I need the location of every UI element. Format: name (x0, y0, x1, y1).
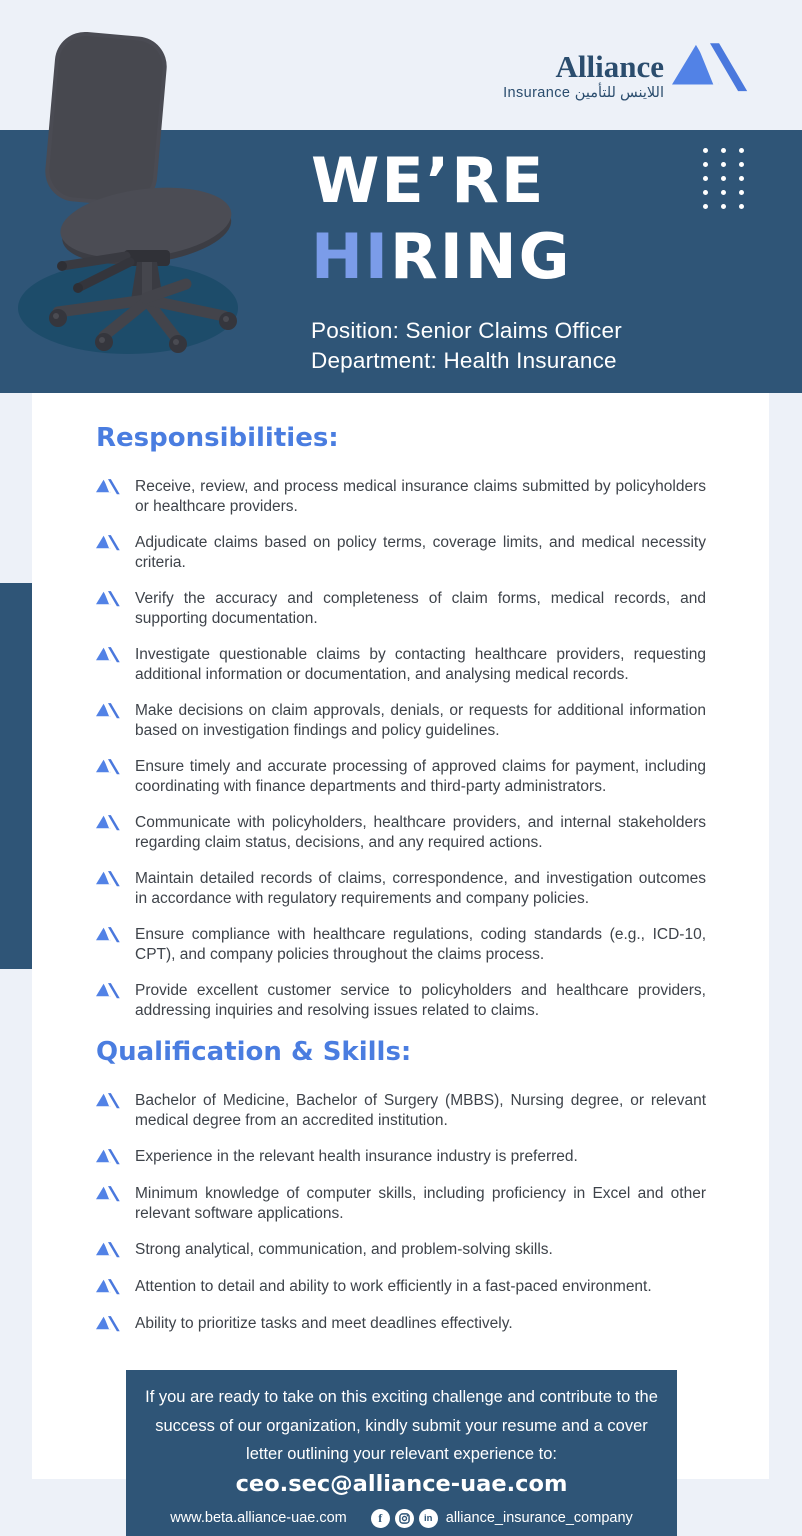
alliance-bullet-icon (96, 1241, 122, 1261)
list-item-text: Ensure compliance with healthcare regulations, coding standards (e.g., ICD-10, CPT), and company policies throughout the claims process. (135, 926, 706, 963)
footer-line: success of our organization, kindly submit your resume and a cover (155, 1416, 648, 1435)
footer-line: If you are ready to take on this exciting challenge and contribute to the (145, 1388, 658, 1406)
list-item-text: Strong analytical, communication, and problem-solving skills. (135, 1241, 553, 1258)
alliance-logo-icon (672, 40, 748, 96)
brand-logo (503, 40, 748, 101)
email-address[interactable]: ceo.sec@alliance-uae.com (235, 1470, 568, 1497)
facebook-icon[interactable]: f (371, 1509, 390, 1528)
alliance-bullet-icon (96, 758, 122, 778)
alliance-bullet-icon (96, 1315, 122, 1335)
hiring-ring: RING (389, 220, 572, 293)
alliance-bullet-icon (96, 982, 122, 1002)
list-item (96, 1091, 706, 1131)
skills-list (96, 1091, 706, 1335)
list-item-text: Investigate questionable claims by contacting healthcare providers, requesting additional information or documentation, and analysing medical records. (135, 646, 706, 683)
list-item (96, 533, 706, 573)
were-text: WE’RE (311, 144, 546, 217)
alliance-bullet-icon (96, 1278, 122, 1298)
list-item-text: Bachelor of Medicine, Bachelor of Surgery (MBBS), Nursing degree, or relevant medical degree from an accredited institution. (135, 1092, 706, 1129)
list-item (96, 869, 706, 909)
list-item (96, 1184, 706, 1224)
list-item-text: Provide excellent customer service to policyholders and healthcare providers, addressing inquiries and resolving issues related to claims. (135, 982, 706, 1019)
office-chair-illustration (6, 24, 256, 358)
alliance-bullet-icon (96, 702, 122, 722)
list-item-text: Adjudicate claims based on policy terms, coverage limits, and medical necessity criteria. (135, 534, 706, 571)
list-item-text: Communicate with policyholders, healthcare providers, and internal stakeholders regarding claim status, decisions, and any required actions. (135, 814, 706, 851)
list-item-text: Minimum knowledge of computer skills, including proficiency in Excel and other relevant software applications. (135, 1185, 706, 1222)
list-item-text: Experience in the relevant health insurance industry is preferred. (135, 1148, 578, 1165)
position-text: Position: Senior Claims Officer (311, 318, 622, 343)
responsibilities-list (96, 477, 706, 1021)
list-item-text: Attention to detail and ability to work efficiently in a fast-paced environment. (135, 1278, 652, 1295)
list-item-text: Maintain detailed records of claims, correspondence, and investigation outcomes in accordance with regulatory requirements and company policies. (135, 870, 706, 907)
alliance-bullet-icon (96, 1185, 122, 1205)
alliance-bullet-icon (96, 478, 122, 498)
alliance-bullet-icon (96, 814, 122, 834)
alliance-bullet-icon (96, 1148, 122, 1168)
alliance-bullet-icon (96, 646, 122, 666)
list-item (96, 477, 706, 517)
website-url[interactable]: www.beta.alliance-uae.com (170, 1510, 347, 1526)
list-item (96, 589, 706, 629)
dots-pattern (703, 148, 744, 209)
skills-heading: Qualification & Skills: (96, 1037, 412, 1067)
list-item (96, 757, 706, 797)
list-item (96, 1314, 706, 1335)
list-item (96, 645, 706, 685)
list-item (96, 1240, 706, 1261)
social-icons (371, 1509, 438, 1528)
footer-line: letter outlining your relevant experience to: (246, 1445, 557, 1463)
alliance-bullet-icon (96, 590, 122, 610)
alliance-bullet-icon (96, 534, 122, 554)
instagram-icon[interactable] (395, 1509, 414, 1528)
responsibilities-heading: Responsibilities: (96, 423, 339, 453)
left-accent-stripe (0, 583, 33, 969)
list-item (96, 1147, 706, 1168)
alliance-bullet-icon (96, 1092, 122, 1112)
list-item (96, 813, 706, 853)
brand-subtitle: Insurance اللاينس للتأمين (503, 85, 664, 101)
list-item (96, 925, 706, 965)
list-item-text: Verify the accuracy and completeness of claim forms, medical records, and supporting documentation. (135, 590, 706, 627)
content-card (32, 393, 769, 1479)
alliance-bullet-icon (96, 870, 122, 890)
social-handle: alliance_insurance_company (445, 1510, 633, 1526)
list-item-text: Make decisions on claim approvals, denials, or requests for additional information based on investigation findings and policy guidelines. (135, 702, 706, 739)
list-item-text: Receive, review, and process medical insurance claims submitted by policyholders or healthcare providers. (135, 478, 706, 515)
footer-cta (126, 1370, 677, 1536)
hiring-text (311, 220, 622, 293)
list-item (96, 701, 706, 741)
list-item-text: Ensure timely and accurate processing of approved claims for payment, including coordinating with finance departments and third-party administrators. (135, 758, 706, 795)
linkedin-icon[interactable]: in (419, 1509, 438, 1528)
hiring-hi-accent: HI (311, 220, 390, 293)
alliance-bullet-icon (96, 926, 122, 946)
list-item (96, 1277, 706, 1298)
list-item (96, 981, 706, 1021)
list-item-text: Ability to prioritize tasks and meet deadlines effectively. (135, 1315, 513, 1332)
department-text: Department: Health Insurance (311, 347, 617, 373)
brand-name: Alliance (555, 49, 664, 84)
